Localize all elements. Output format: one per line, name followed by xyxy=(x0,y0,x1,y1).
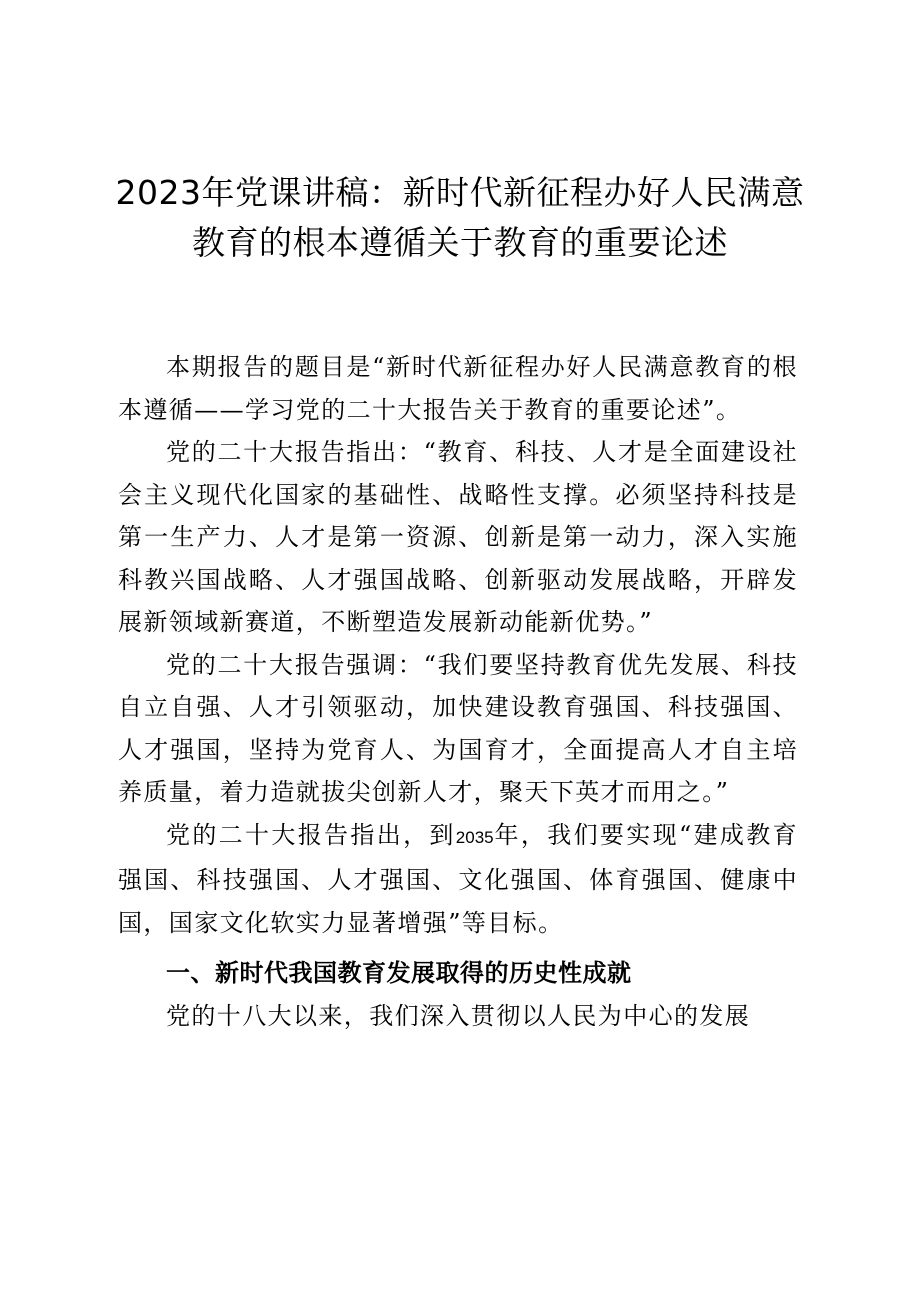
paragraph-2035-before: 党的二十大报告指出，到 xyxy=(166,820,456,849)
year-2035: 2035 xyxy=(455,827,494,847)
paragraph-report-topic: 本期报告的题目是“新时代新征程办好人民满意教育的根本遵循——学习党的二十大报告关于教育的重要论述”。 xyxy=(118,353,798,424)
paragraph-since-18th-congress: 党的十八大以来，我们深入贯彻以人民为中心的发展 xyxy=(166,1001,751,1030)
paragraph-report-emphasizes: 党的二十大报告强调：“我们要坚持教育优先发展、科技自立自强、人才引领驱动，加快建设教育强国、科技强国、人才强国，坚持为党育人、为国育才，全面提高人才自主培养质量，着力造就拔尖创新人才，聚天下英才而用之。” xyxy=(118,650,798,806)
document-title: 2023年党课讲稿：新时代新征程办好人民满意教育的根本遵循关于教育的重要论述 xyxy=(115,173,805,262)
section-heading-1: 一、新时代我国教育发展取得的历史性成就 xyxy=(166,959,632,987)
paragraph-report-points-out: 党的二十大报告指出：“教育、科技、人才是全面建设社会主义现代化国家的基础性、战略性支撑。必须坚持科技是第一生产力、人才是第一资源、创新是第一动力，深入实施科教兴国战略、人才强国战略、创新驱动发展战略，开辟发展新领域新赛道，不断塑造发展新动能新优势。” xyxy=(118,438,798,636)
document-body xyxy=(118,346,798,1037)
paragraph-2035-goals xyxy=(118,814,798,945)
paragraph-2035-after: 年，我们要实现“建成教育强国、科技强国、人才强国、文化强国、体育强国、健康中国，国家文化软实力显著增强”等目标。 xyxy=(118,820,798,937)
